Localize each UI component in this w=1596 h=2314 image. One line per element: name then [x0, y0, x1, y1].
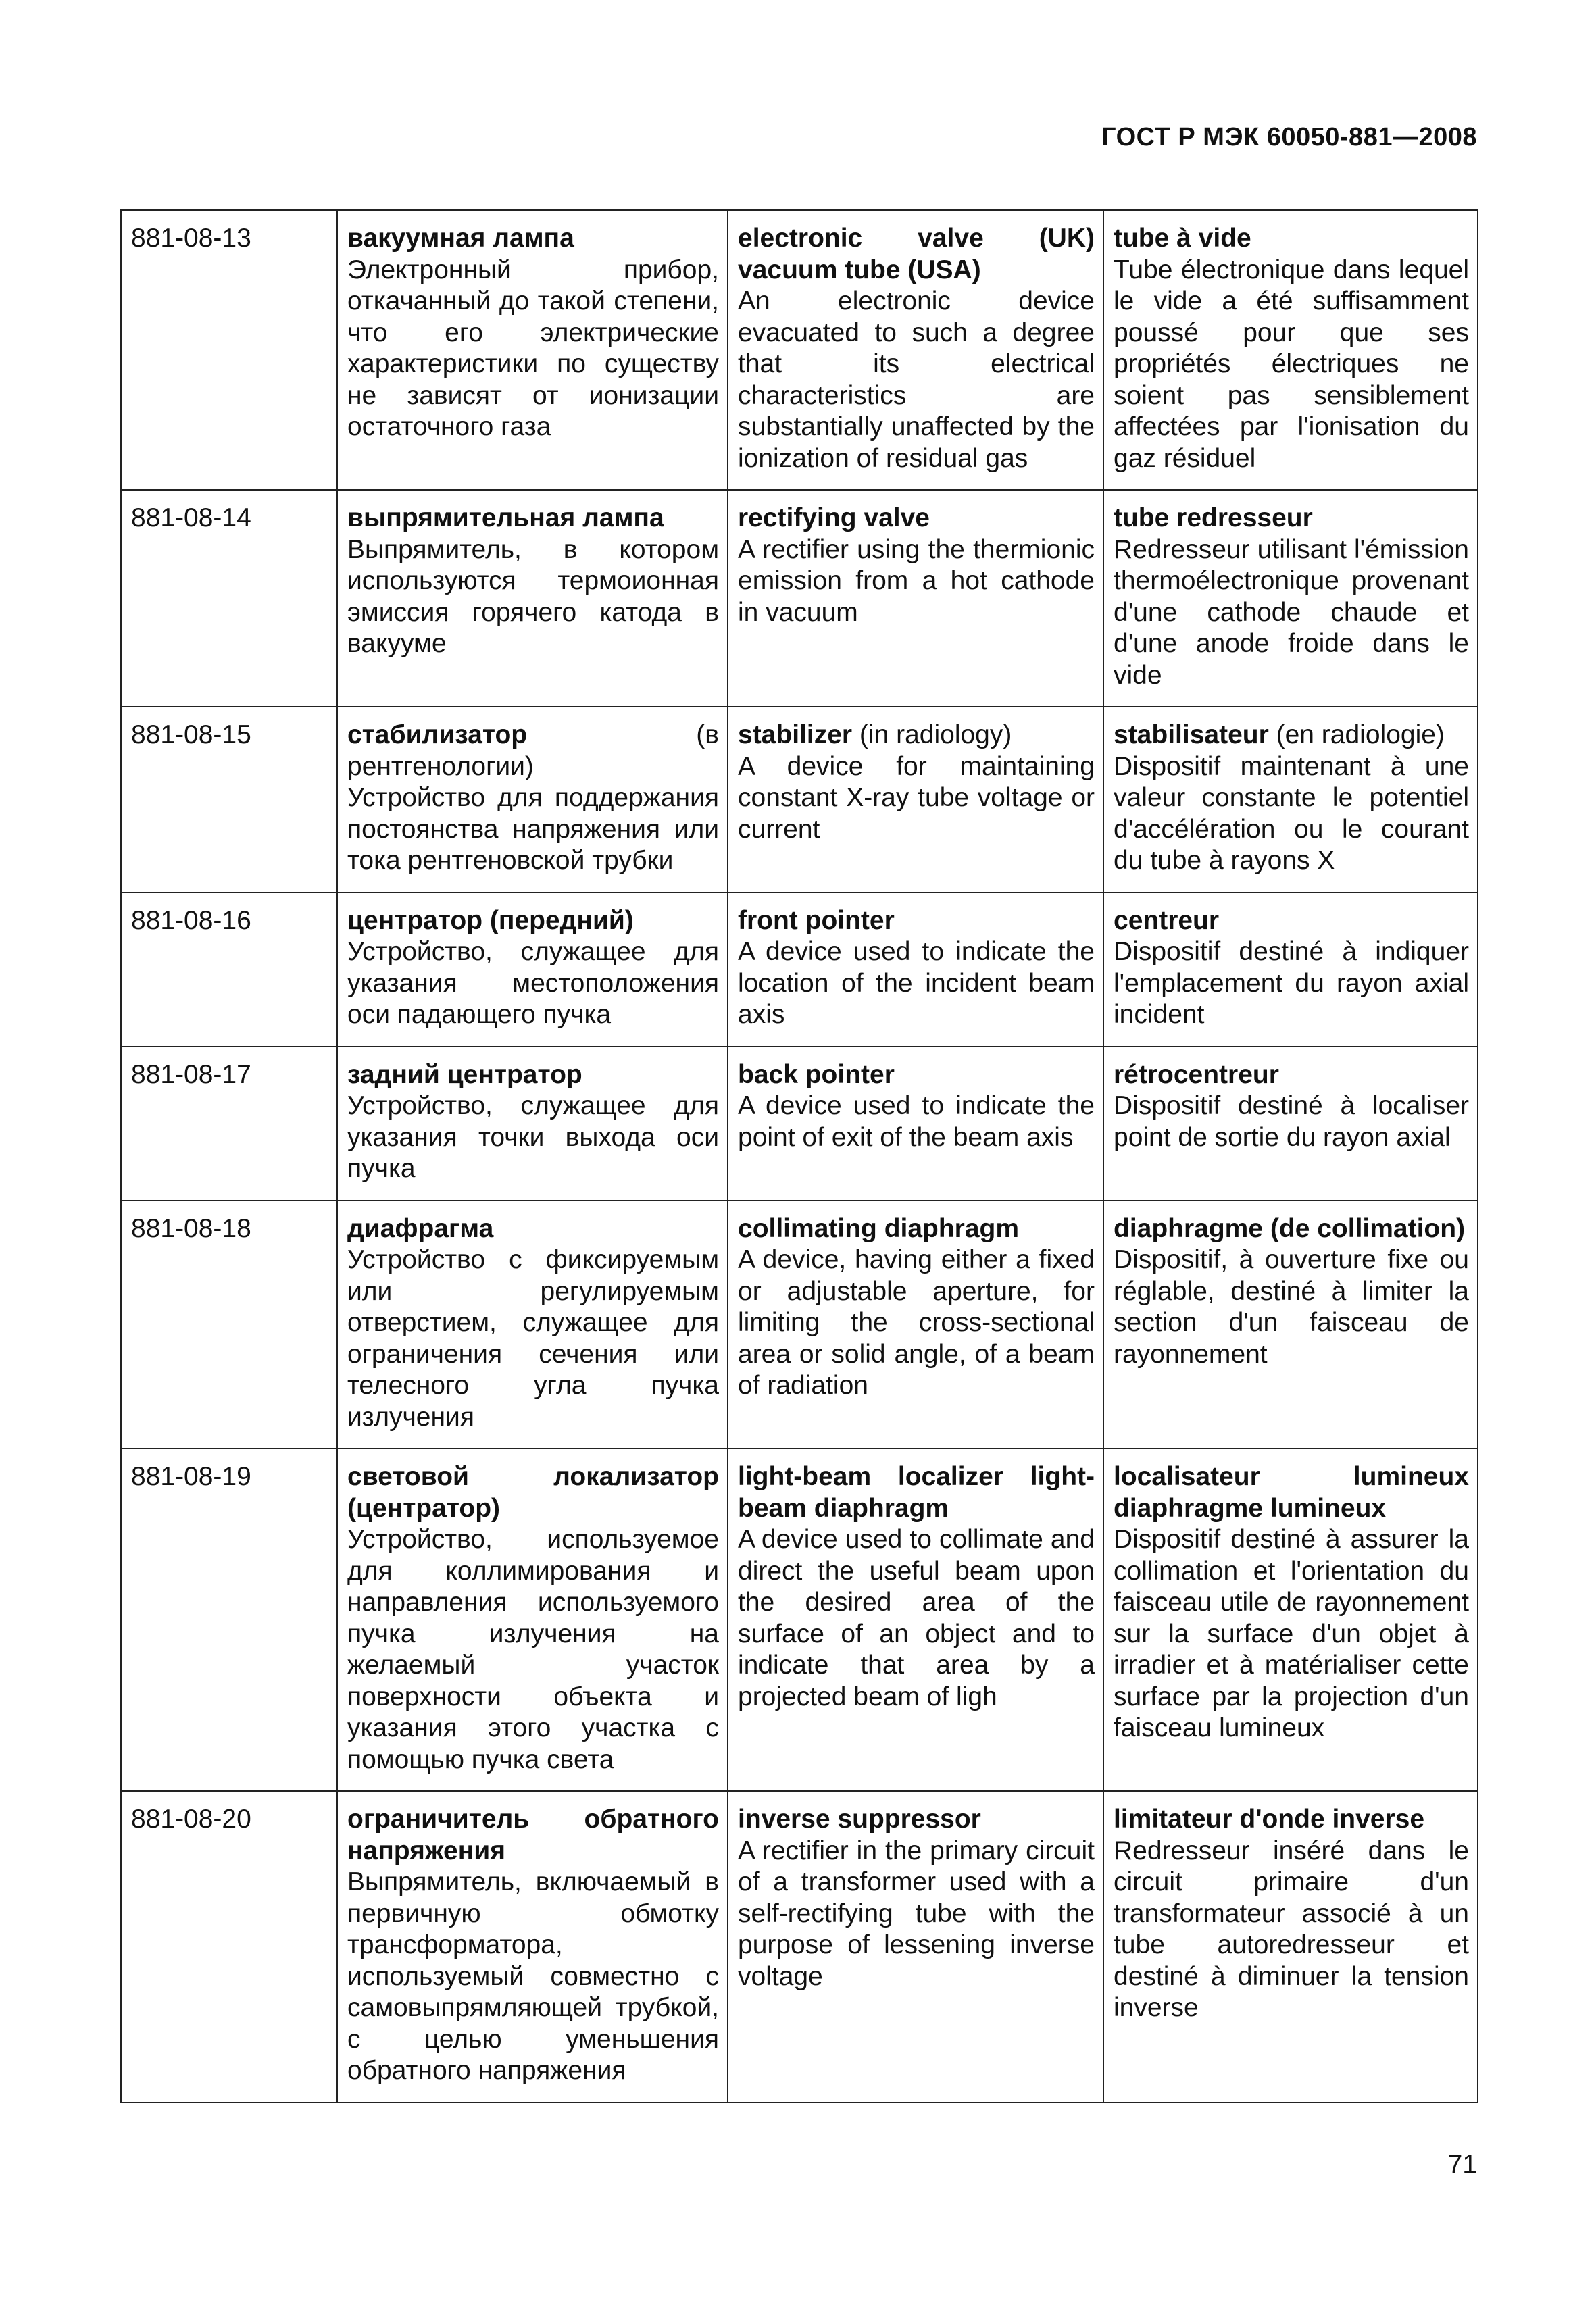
term-text-en: front pointer	[738, 905, 895, 935]
term-en	[738, 1059, 1095, 1091]
term-ru	[347, 223, 719, 255]
cell-ru	[337, 210, 728, 490]
definition-fr: Dispositif, à ouverture fixe ou réglable, destiné à limiter la section d'un faisceau de rayonnement	[1114, 1245, 1469, 1369]
table-row	[121, 1201, 1478, 1449]
cell-fr	[1103, 892, 1478, 1047]
term-text-ru: ограничитель обратного напряжения	[347, 1805, 719, 1865]
definition-ru: Устройство для поддержания постоянства напряжения или тока рентгеновской трубки	[347, 783, 719, 875]
term-text-ru: центратор (передний)	[347, 905, 634, 935]
term-en	[738, 905, 1095, 937]
definition-ru: Выпрямитель, в котором используются термоионная эмиссия горячего катода в вакууме	[347, 534, 719, 658]
term-fr	[1114, 905, 1469, 937]
term-fr	[1114, 223, 1469, 255]
table-row	[121, 707, 1478, 892]
term-fr	[1114, 1059, 1469, 1091]
cell-en	[728, 210, 1103, 490]
definition-ru: Устройство, служащее для указания точки выхода оси пучка	[347, 1091, 719, 1183]
term-number: 881-08-14	[121, 490, 337, 707]
term-en	[738, 1213, 1095, 1245]
term-fr	[1114, 1461, 1469, 1524]
term-fr	[1114, 503, 1469, 534]
term-text-fr: stabilisateur	[1114, 720, 1269, 749]
definition-en: A device, having either a fixed or adjustable aperture, for limiting the cross-sectional area or solid angle, of a beam of radiation	[738, 1245, 1095, 1400]
cell-ru	[337, 1201, 728, 1449]
term-number: 881-08-16	[121, 892, 337, 1047]
term-text-en: collimating diaphragm	[738, 1213, 1020, 1243]
term-text-en: rectifying valve	[738, 503, 930, 532]
term-text-en: inverse suppressor	[738, 1805, 981, 1834]
definition-en: A rectifier using the thermionic emission from a hot cathode in vacuum	[738, 534, 1095, 627]
term-text-ru: вакуумная лампа	[347, 224, 574, 253]
definition-fr: Dispositif destiné à localiser point de sortie du rayon axial	[1114, 1091, 1469, 1152]
definition-fr: Dispositif destiné à assurer la collimation et l'orientation du faisceau utile de rayonnement sur la surface d'un objet à irradier et à matérialiser cette surface par la projection d'un faisceau lumineux	[1114, 1525, 1469, 1742]
term-text-fr: tube redresseur	[1114, 503, 1313, 532]
cell-fr	[1103, 1047, 1478, 1201]
term-text-fr: tube à vide	[1114, 224, 1251, 253]
term-en	[738, 720, 1095, 751]
term-text-en: stabilizer	[738, 720, 853, 749]
cell-ru	[337, 490, 728, 707]
cell-ru	[337, 1047, 728, 1201]
term-number: 881-08-18	[121, 1201, 337, 1449]
term-ru	[347, 720, 719, 782]
term-number: 881-08-17	[121, 1047, 337, 1201]
term-text-fr: limitateur d'onde inverse	[1114, 1805, 1425, 1834]
cell-fr	[1103, 210, 1478, 490]
term-number: 881-08-20	[121, 1791, 337, 2103]
document-header: ГОСТ Р МЭК 60050-881—2008	[1101, 123, 1477, 151]
definition-fr: Dispositif maintenant à une valeur constante le potentiel d'accélération ou le courant du tube à rayons X	[1114, 751, 1469, 875]
cell-fr	[1103, 1449, 1478, 1791]
term-en	[738, 223, 1095, 286]
definition-fr: Redresseur inséré dans le circuit primaire d'un transformateur associé à un tube autoredresseur et destiné à diminuer la tension inverse	[1114, 1836, 1469, 2022]
table-row	[121, 1449, 1478, 1791]
term-text-fr: rétrocentreur	[1114, 1059, 1279, 1089]
cell-fr	[1103, 490, 1478, 707]
terms-table	[120, 209, 1478, 2103]
cell-ru	[337, 892, 728, 1047]
definition-en: A rectifier in the primary circuit of a transformer used with a self-rectifying tube with the purpose of lessening inverse voltage	[738, 1836, 1095, 1991]
definition-en: A device used to collimate and direct the useful beam upon the desired area of the surface of an object and to indicate that area by a projected beam of ligh	[738, 1525, 1095, 1711]
term-en	[738, 1804, 1095, 1836]
term-fr	[1114, 1804, 1469, 1836]
definition-ru: Устройство с фиксируемым или регулируемым отверстием, служащее для ограничения сечения или телесного угла пучка излучения	[347, 1245, 719, 1432]
term-ru	[347, 503, 719, 534]
term-text-ru: световой локализатор (центратор)	[347, 1462, 719, 1523]
cell-ru	[337, 1791, 728, 2103]
term-en	[738, 503, 1095, 534]
term-number: 881-08-13	[121, 210, 337, 490]
term-text-en: light-beam localizer light-beam diaphragm	[738, 1462, 1095, 1523]
table-row	[121, 1047, 1478, 1201]
definition-en: A device used to indicate the point of exit of the beam axis	[738, 1091, 1095, 1152]
term-fr	[1114, 1213, 1469, 1245]
term-number: 881-08-15	[121, 707, 337, 892]
term-text-fr: diaphragme (de collimation)	[1114, 1213, 1466, 1243]
term-qualifier-en: (in radiology)	[852, 720, 1012, 749]
term-text-ru: выпрямительная лампа	[347, 503, 664, 532]
term-text-fr: localisateur lumineux diaphragme lumineux	[1114, 1462, 1469, 1523]
cell-en	[728, 707, 1103, 892]
definition-fr: Tube électronique dans lequel le vide a été suffisamment poussé pour que ses propriétés électriques ne soient pas sensiblement affectées par l'ionisation du gaz résiduel	[1114, 255, 1469, 473]
term-qualifier-ru: (в рентгенологии)	[347, 720, 719, 781]
cell-en	[728, 1449, 1103, 1791]
term-text-ru: стабилизатор	[347, 720, 528, 749]
term-en	[738, 1461, 1095, 1524]
page-number: 71	[1447, 2150, 1477, 2179]
term-ru	[347, 905, 719, 937]
cell-fr	[1103, 1201, 1478, 1449]
table-row	[121, 210, 1478, 490]
term-text-fr: centreur	[1114, 905, 1220, 935]
cell-fr	[1103, 1791, 1478, 2103]
definition-fr: Redresseur utilisant l'émission thermoélectronique provenant d'une cathode chaude et d'une anode froide dans le vide	[1114, 534, 1469, 690]
definition-ru: Устройство, используемое для коллимирования и направления используемого пучка излучения на желаемый участок поверхности объекта и указания этого участка с помощью пучка света	[347, 1525, 719, 1774]
term-number: 881-08-19	[121, 1449, 337, 1791]
term-ru	[347, 1213, 719, 1245]
term-text-en: back pointer	[738, 1059, 895, 1089]
term-text-ru: диафрагма	[347, 1213, 494, 1243]
cell-ru	[337, 1449, 728, 1791]
cell-en	[728, 1201, 1103, 1449]
definition-en: An electronic device evacuated to such a degree that its electrical characteristics are substantially unaffected by the ionization of residual gas	[738, 286, 1095, 473]
term-ru	[347, 1059, 719, 1091]
term-text-en: electronic valve (UK) vacuum tube (USA)	[738, 224, 1095, 284]
cell-en	[728, 892, 1103, 1047]
cell-en	[728, 1047, 1103, 1201]
definition-ru: Электронный прибор, откачанный до такой степени, что его электрические характеристики по существу не зависят от ионизации остаточного газа	[347, 255, 719, 441]
term-text-ru: задний центратор	[347, 1059, 582, 1089]
cell-ru	[337, 707, 728, 892]
table-row	[121, 892, 1478, 1047]
definition-ru: Выпрямитель, включаемый в первичную обмотку трансформатора, используемый совместно с самовыпрямляющей трубкой, с целью уменьшения обратного напряжения	[347, 1867, 719, 2085]
definition-en: A device used to indicate the location of the incident beam axis	[738, 937, 1095, 1029]
term-ru	[347, 1461, 719, 1524]
table-row	[121, 1791, 1478, 2103]
definition-ru: Устройство, служащее для указания местоположения оси падающего пучка	[347, 937, 719, 1029]
definition-en: A device for maintaining constant X-ray tube voltage or current	[738, 751, 1095, 844]
term-qualifier-fr: (en radiologie)	[1268, 720, 1445, 749]
definition-fr: Dispositif destiné à indiquer l'emplacement du rayon axial incident	[1114, 937, 1469, 1029]
terms-table-body	[121, 210, 1478, 2103]
term-fr	[1114, 720, 1469, 751]
table-row	[121, 490, 1478, 707]
cell-en	[728, 490, 1103, 707]
term-ru	[347, 1804, 719, 1867]
cell-en	[728, 1791, 1103, 2103]
cell-fr	[1103, 707, 1478, 892]
